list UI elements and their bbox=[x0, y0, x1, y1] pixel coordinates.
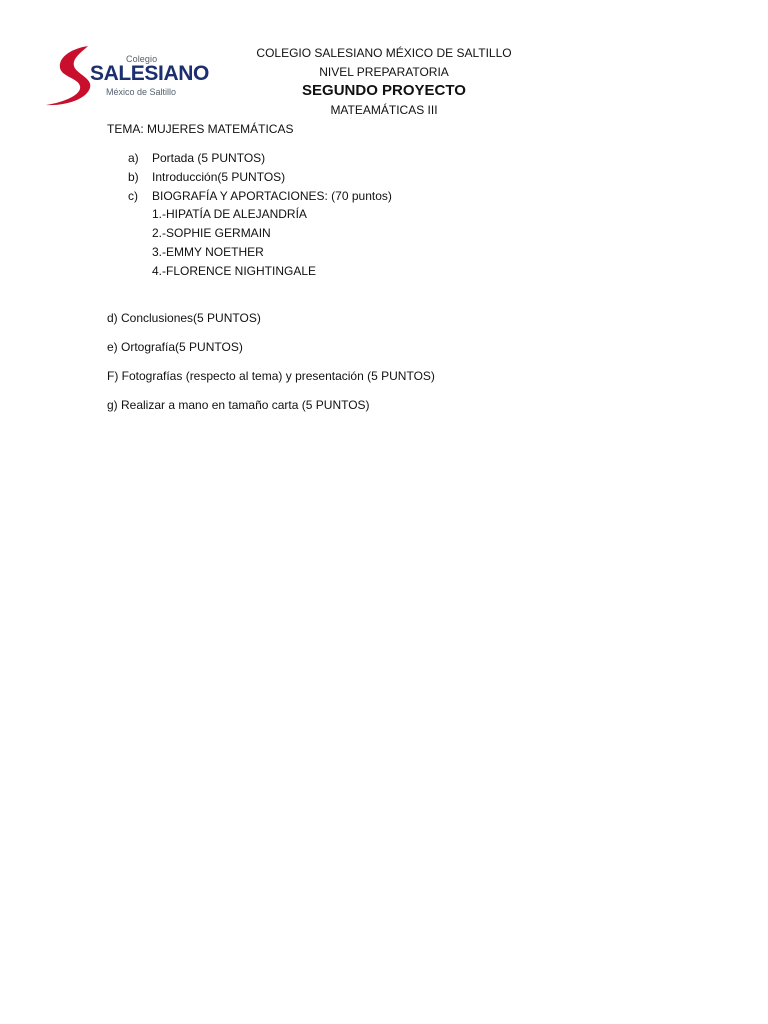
list-marker: a) bbox=[128, 151, 139, 165]
requirement-spelling: e) Ortografía(5 PUNTOS) bbox=[107, 340, 243, 354]
list-item bbox=[128, 169, 392, 188]
requirements-list bbox=[128, 150, 392, 207]
logo-location-text: México de Saltillo bbox=[106, 87, 177, 97]
topic-line: TEMA: MUJERES MATEMÁTICAS bbox=[107, 122, 294, 136]
logo-salesiano-text: SALESIANO bbox=[90, 62, 209, 85]
school-level: NIVEL PREPARATORIA bbox=[319, 65, 449, 79]
requirement-handwritten: g) Realizar a mano en tamaño carta (5 PUNTOS) bbox=[107, 398, 370, 412]
list-item bbox=[128, 188, 392, 207]
list-marker: b) bbox=[128, 170, 139, 184]
requirement-conclusions: d) Conclusiones(5 PUNTOS) bbox=[107, 311, 261, 325]
mathematician-item: 4.-FLORENCE NIGHTINGALE bbox=[152, 264, 317, 278]
list-item-text: Introducción(5 PUNTOS) bbox=[152, 170, 286, 184]
document-title: SEGUNDO PROYECTO bbox=[302, 82, 466, 99]
requirement-photos: F) Fotografías (respecto al tema) y presentación (5 PUNTOS) bbox=[107, 369, 435, 383]
list-item bbox=[128, 150, 392, 169]
list-item-text: Portada (5 PUNTOS) bbox=[152, 151, 266, 165]
school-logo bbox=[44, 44, 209, 108]
school-name: COLEGIO SALESIANO MÉXICO DE SALTILLO bbox=[256, 46, 512, 60]
subject-name: MATEAMÁTICAS III bbox=[330, 103, 438, 117]
list-marker: c) bbox=[128, 189, 138, 203]
list-item-text: BIOGRAFÍA Y APORTACIONES: (70 puntos) bbox=[152, 189, 392, 203]
mathematician-item: 2.-SOPHIE GERMAIN bbox=[152, 226, 271, 240]
mathematician-item: 1.-HIPATÍA DE ALEJANDRÍA bbox=[152, 207, 307, 221]
mathematicians-list bbox=[152, 206, 316, 282]
mathematician-item: 3.-EMMY NOETHER bbox=[152, 245, 264, 259]
logo-colegio-text: Colegio bbox=[126, 54, 158, 64]
